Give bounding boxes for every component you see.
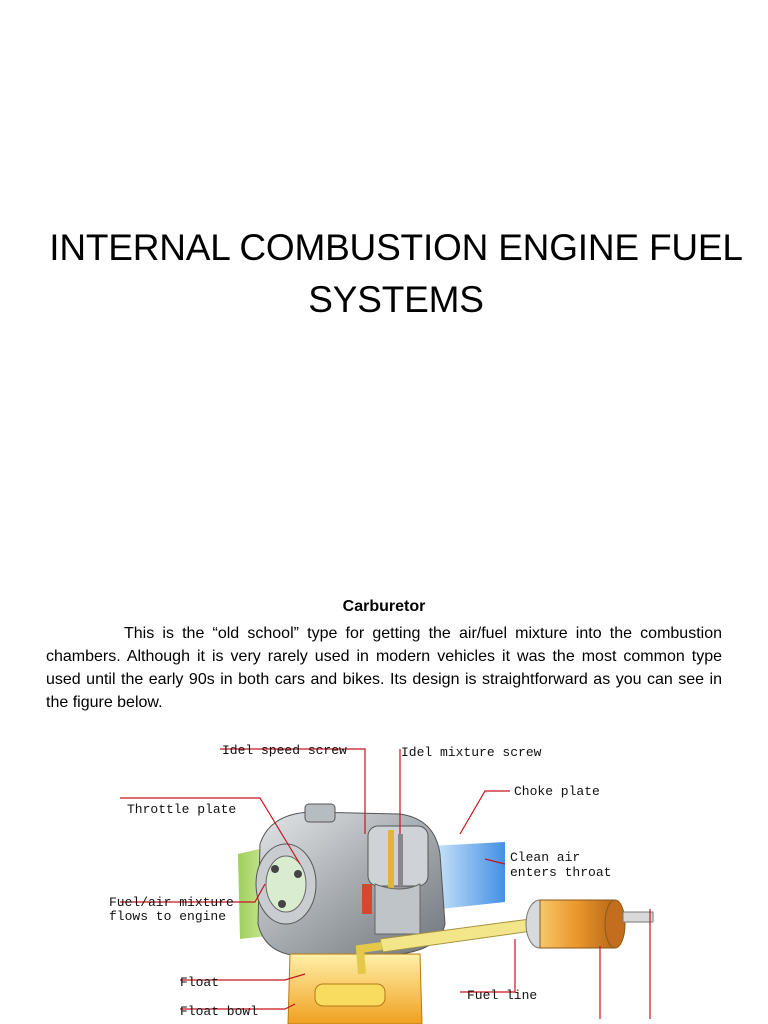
float-bowl <box>288 954 422 1024</box>
label-float-bowl: Float bowl <box>180 1004 259 1019</box>
label-fuel-line: Fuel line <box>467 988 538 1003</box>
label-idle-speed-screw: Idel speed screw <box>222 743 347 758</box>
label-float: Float <box>180 975 220 990</box>
label-clean-air-line2: enters throat <box>510 865 612 880</box>
label-throttle-plate: Throttle plate <box>127 802 237 817</box>
label-fuel-air-line2: flows to engine <box>109 909 227 924</box>
carburetor-diagram <box>100 734 670 1024</box>
carburetor-body <box>256 804 445 956</box>
label-fuel-air-line1: Fuel/air mixture <box>109 895 234 910</box>
label-idle-mixture-screw: Idel mixture screw <box>401 745 542 760</box>
label-choke-plate: Choke plate <box>514 784 600 799</box>
fuel-filter <box>526 900 653 948</box>
slide-title: INTERNAL COMBUSTION ENGINE FUEL SYSTEMS <box>49 227 743 320</box>
label-clean-air-line1: Clean air <box>510 850 581 865</box>
body-paragraph: This is the “old school” type for getting the air/fuel mixture into the combustion chambers. Although it is very rarely used in modern vehicles it was the most common type used until the early 90s in both cars and bikes. Its design is straightforward as you can see in the figure below. <box>46 625 722 711</box>
section-heading: Carburetor <box>342 598 426 615</box>
